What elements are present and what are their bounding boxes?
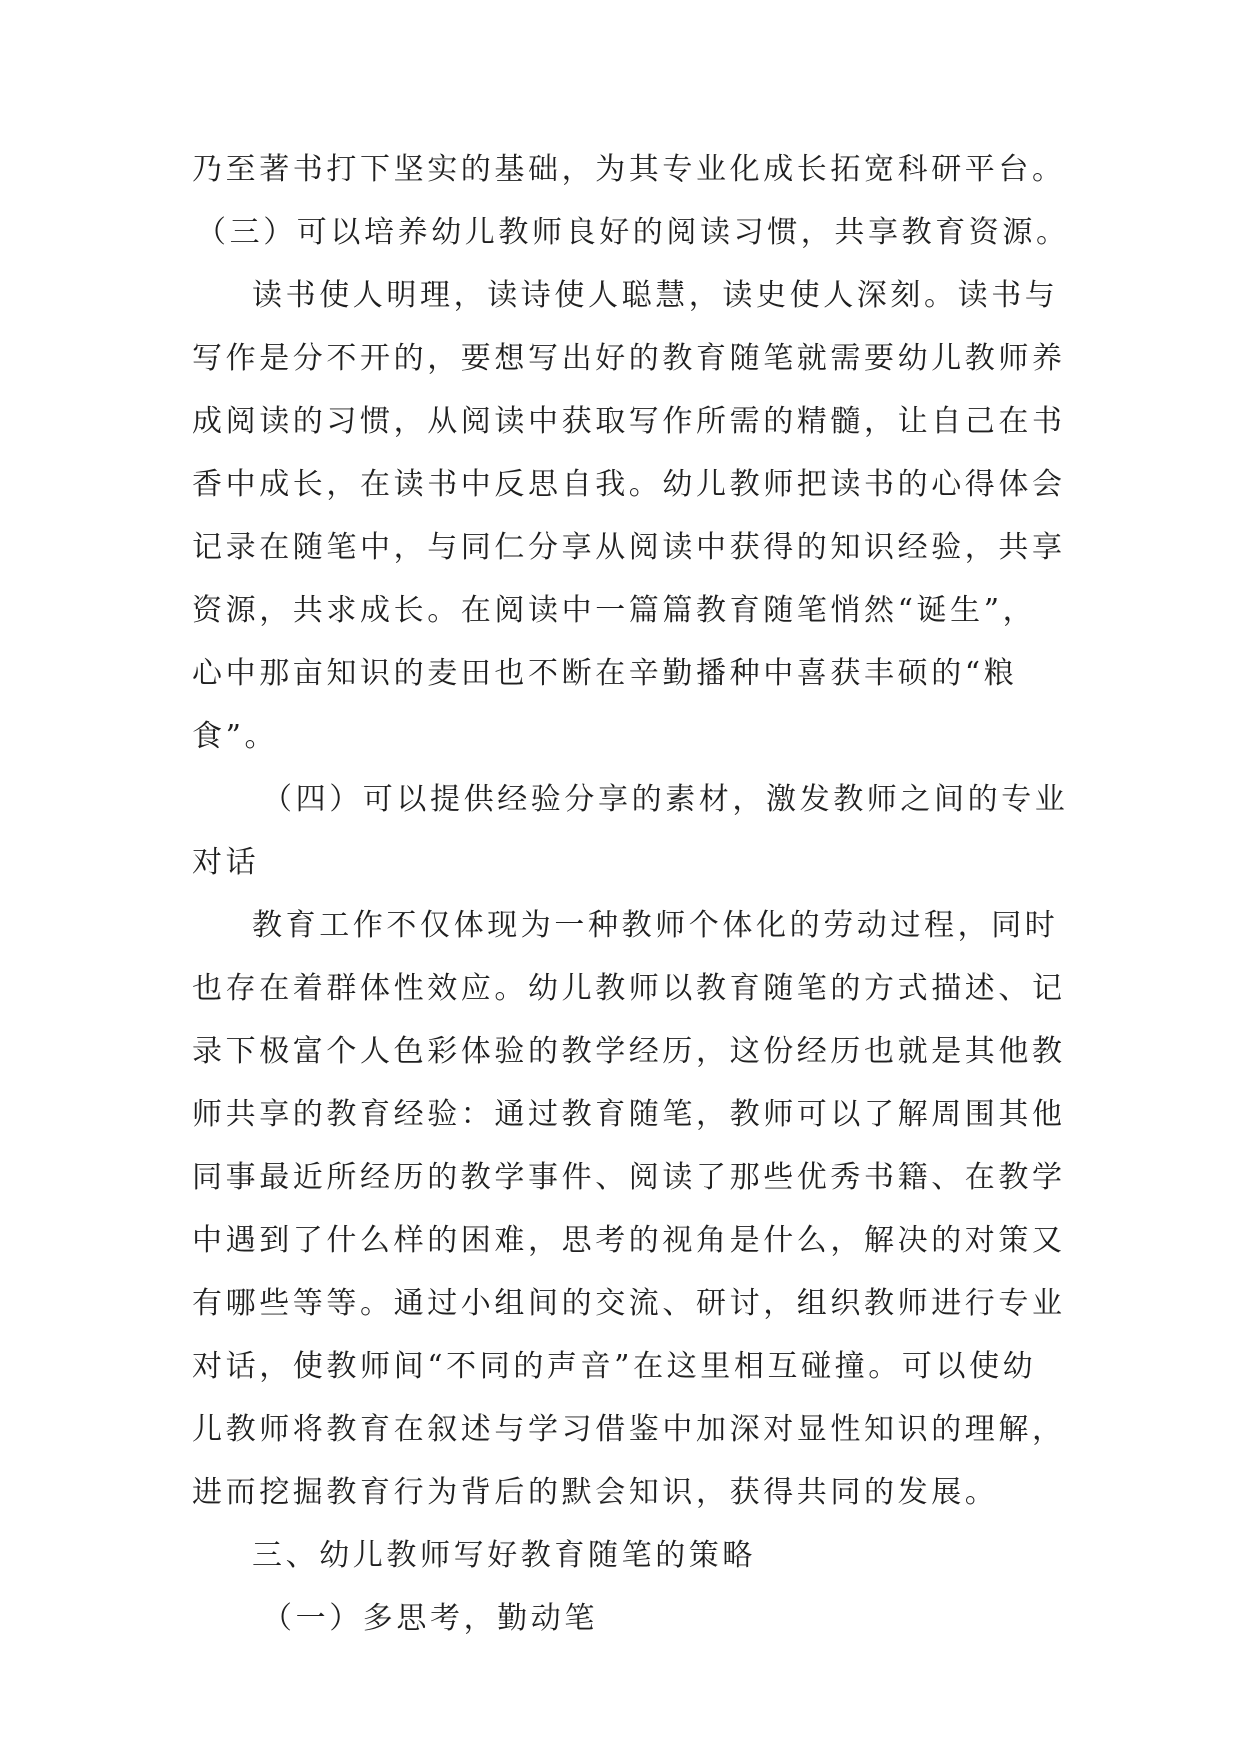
text-line: 成阅读的习惯，从阅读中获取写作所需的精髓，让自己在书 bbox=[192, 404, 1066, 439]
text-line: 同事最近所经历的教学事件、阅读了那些优秀书籍、在教学 bbox=[192, 1160, 1066, 1195]
text-line: 记录在随笔中，与同仁分享从阅读中获得的知识经验，共享 bbox=[192, 530, 1066, 565]
text-line: 进而挖掘教育行为背后的默会知识，获得共同的发展。 bbox=[192, 1475, 999, 1510]
text-line: 师共享的教育经验：通过教育随笔，教师可以了解周围其他 bbox=[192, 1097, 1066, 1132]
paragraph-first-line: 教育工作不仅体现为一种教师个体化的劳动过程，同时 bbox=[252, 908, 1059, 943]
section-heading-continued: 对话 bbox=[192, 845, 260, 880]
section-heading: （三）可以培养幼儿教师良好的阅读习惯，共享教育资源。 bbox=[196, 215, 1070, 250]
text-line: 写作是分不开的，要想写出好的教育随笔就需要幼儿教师养 bbox=[192, 341, 1066, 376]
text-line: 儿教师将教育在叙述与学习借鉴中加深对显性知识的理解， bbox=[192, 1412, 1066, 1447]
text-line: 录下极富个人色彩体验的教学经历，这份经历也就是其他教 bbox=[192, 1034, 1066, 1069]
sub-section-heading: （一）多思考，勤动笔 bbox=[262, 1601, 598, 1636]
text-line: 心中那亩知识的麦田也不断在辛勤播种中喜获丰硕的“粮 bbox=[192, 656, 1018, 691]
text-line: 中遇到了什么样的困难，思考的视角是什么，解决的对策又 bbox=[192, 1223, 1066, 1258]
paragraph-first-line: 读书使人明理，读诗使人聪慧，读史使人深刻。读书与 bbox=[252, 278, 1059, 313]
text-line: 有哪些等等。通过小组间的交流、研讨，组织教师进行专业 bbox=[192, 1286, 1066, 1321]
text-line: 对话，使教师间“不同的声音”在这里相互碰撞。可以使幼 bbox=[192, 1349, 1037, 1384]
section-heading: （四）可以提供经验分享的素材，激发教师之间的专业 bbox=[262, 782, 1069, 817]
section-heading: 三、幼儿教师写好教育随笔的策略 bbox=[252, 1538, 756, 1573]
text-line: 食”。 bbox=[192, 719, 279, 754]
text-line: 香中成长，在读书中反思自我。幼儿教师把读书的心得体会 bbox=[192, 467, 1066, 502]
text-line: 乃至著书打下坚实的基础，为其专业化成长拓宽科研平台。 bbox=[192, 152, 1066, 187]
text-line: 也存在着群体性效应。幼儿教师以教育随笔的方式描述、记 bbox=[192, 971, 1066, 1006]
text-line: 资源，共求成长。在阅读中一篇篇教育随笔悄然“诞生”， bbox=[192, 593, 1037, 628]
